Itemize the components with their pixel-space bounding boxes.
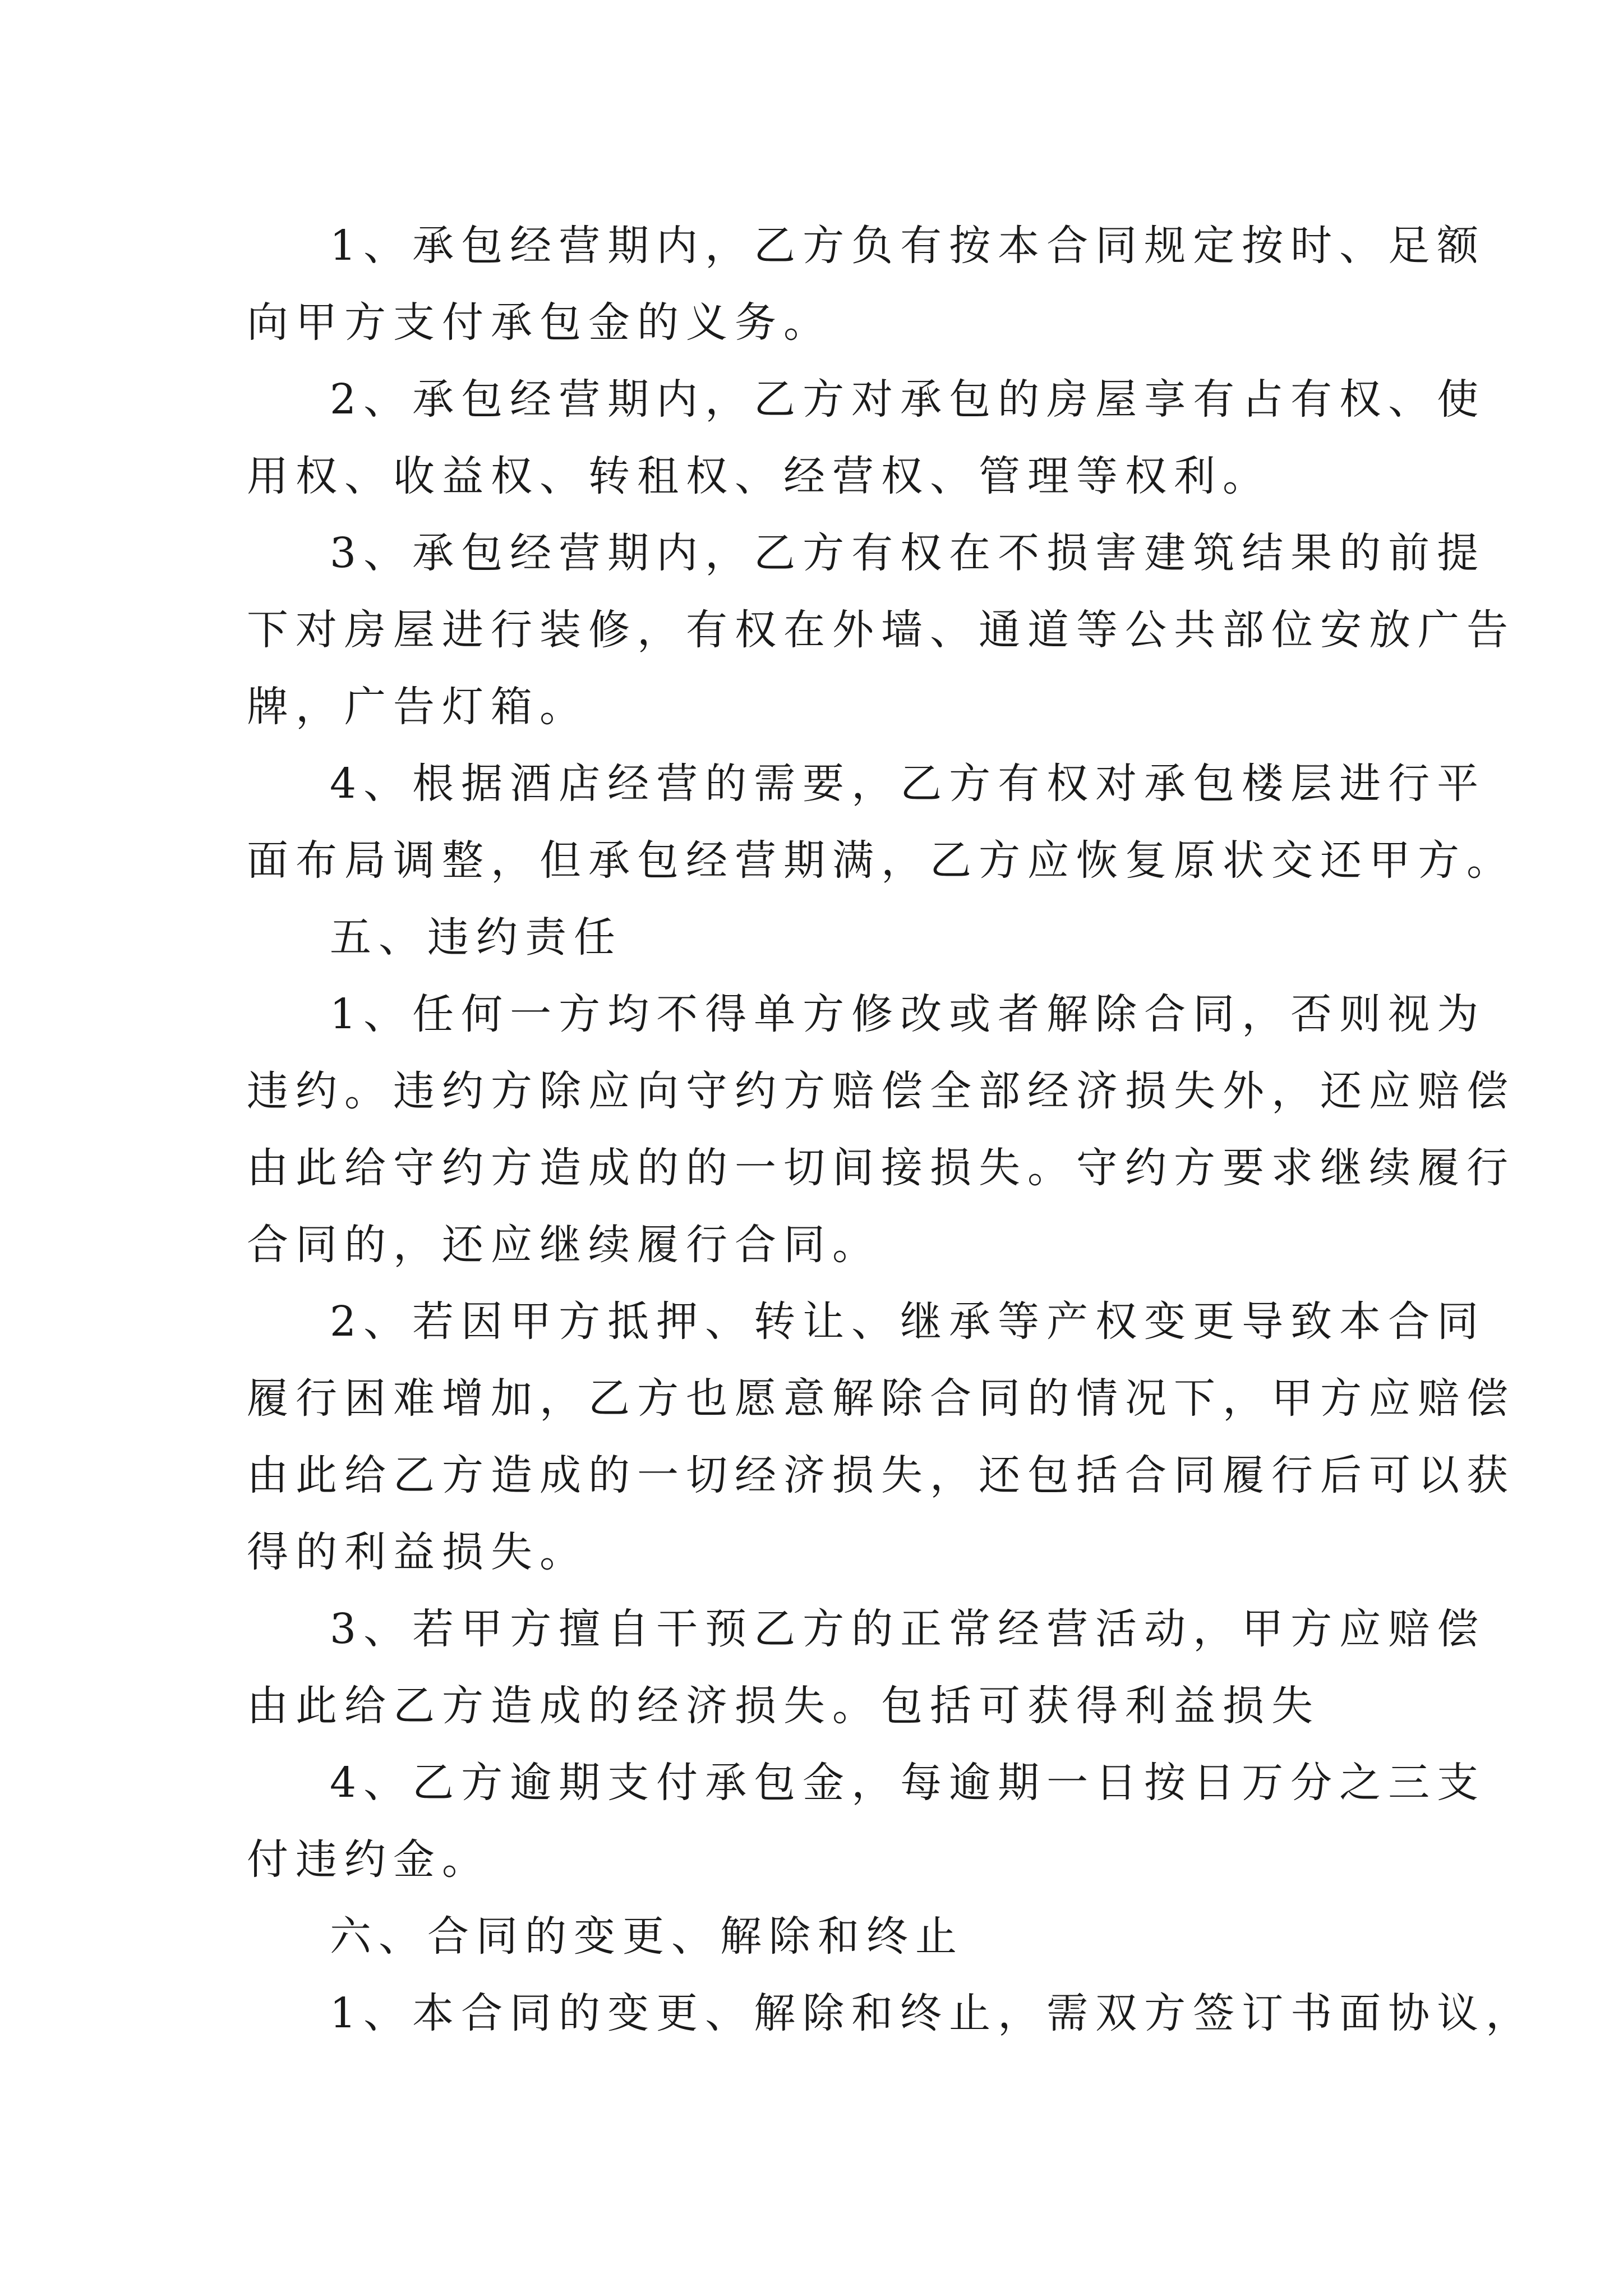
text-line-11: 1、任何一方均不得单方修改或者解除合同，否则视为 bbox=[330, 990, 1486, 1038]
text-line-24: 1、本合同的变更、解除和终止，需双方签订书面协议， bbox=[330, 1989, 1535, 2037]
text-line-14: 合同的，还应继续履行合同。 bbox=[247, 1221, 881, 1269]
text-line-3: 2、承包经营期内，乙方对承包的房屋享有占有权、使 bbox=[330, 375, 1486, 424]
text-line-12: 违约。违约方除应向守约方赔偿全部经济损失外，还应赔偿 bbox=[247, 1067, 1515, 1115]
text-line-8: 4、根据酒店经营的需要，乙方有权对承包楼层进行平 bbox=[330, 760, 1486, 808]
text-line-5: 3、承包经营期内，乙方有权在不损害建筑结果的前提 bbox=[330, 529, 1486, 577]
text-line-7: 牌，广告灯箱。 bbox=[247, 683, 588, 731]
text-line-16: 履行困难增加，乙方也愿意解除合同的情况下，甲方应赔偿 bbox=[247, 1374, 1515, 1423]
text-line-19: 3、若甲方擅自干预乙方的正常经营活动，甲方应赔偿 bbox=[330, 1605, 1486, 1653]
text-line-22: 付违约金。 bbox=[247, 1835, 491, 1884]
text-line-9: 面布局调整，但承包经营期满，乙方应恢复原状交还甲方。 bbox=[247, 836, 1515, 885]
text-line-18: 得的利益损失。 bbox=[247, 1528, 588, 1576]
document-body bbox=[247, 208, 1535, 2052]
section-heading-termination: 六、合同的变更、解除和终止 bbox=[330, 1912, 964, 1961]
text-line-17: 由此给乙方造成的一切经济损失，还包括合同履行后可以获 bbox=[247, 1451, 1515, 1499]
section-heading-breach: 五、违约责任 bbox=[330, 913, 623, 961]
text-line-4: 用权、收益权、转租权、经营权、管理等权利。 bbox=[247, 452, 1271, 500]
text-line-6: 下对房屋进行装修，有权在外墙、通道等公共部位安放广告 bbox=[247, 606, 1515, 654]
text-line-15: 2、若因甲方抵押、转让、继承等产权变更导致本合同 bbox=[330, 1297, 1486, 1346]
text-line-2: 向甲方支付承包金的义务。 bbox=[247, 298, 832, 347]
text-line-21: 4、乙方逾期支付承包金，每逾期一日按日万分之三支 bbox=[330, 1759, 1486, 1807]
text-line-1: 1、承包经营期内，乙方负有按本合同规定按时、足额 bbox=[330, 222, 1486, 270]
text-line-13: 由此给守约方造成的的一切间接损失。守约方要求继续履行 bbox=[247, 1144, 1515, 1192]
text-line-20: 由此给乙方造成的经济损失。包括可获得利益损失 bbox=[247, 1682, 1320, 1730]
